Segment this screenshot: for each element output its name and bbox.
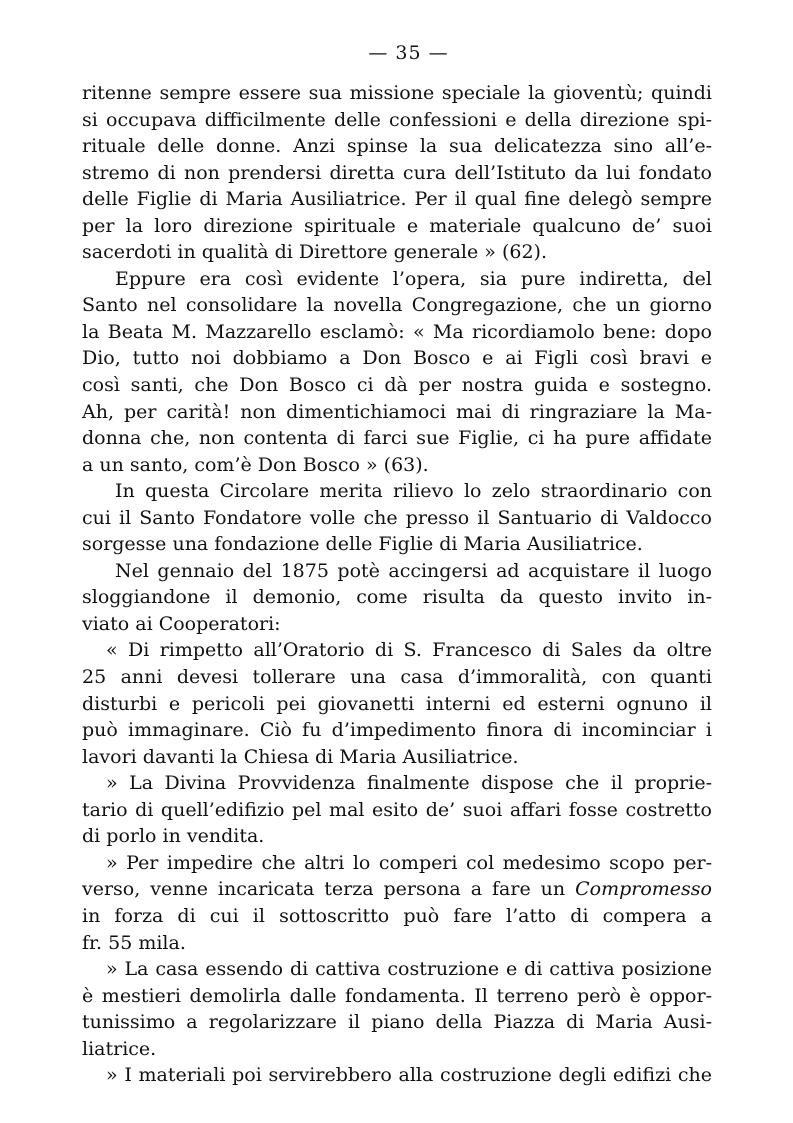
text-line: è mestieri demolirla dalle fondamenta. Il terreno però è oppor- bbox=[82, 984, 712, 1007]
text-line: Eppure era così evidente l’opera, sia pure indiretta, del bbox=[115, 267, 712, 290]
text-line: fr. 55 mila. bbox=[82, 931, 186, 954]
italic-word: Compromesso bbox=[575, 878, 712, 901]
text-line: Dio, tutto noi dobbiamo a Don Bosco e ai Figli così bravi e bbox=[82, 347, 712, 370]
text-line: donna che, non contenta di farci sue Figlie, ci ha pure affidate bbox=[82, 427, 712, 450]
text-line: » I materiali poi servirebbero alla costruzione degli edifizi che bbox=[106, 1064, 712, 1087]
text-line: per la loro direzione spirituale e materiale qualcuno de’ suoi bbox=[82, 214, 712, 237]
text-line: In questa Circolare merita rilievo lo zelo straordinario con bbox=[115, 480, 712, 503]
text-line: 25 anni devesi tollerare una casa d’immoralità, con quanti bbox=[82, 666, 712, 689]
text-line: stremo di non prendersi diretta cura dell’Istituto da lui fondato bbox=[82, 161, 712, 184]
text-line: sacerdoti in qualità di Direttore generale » (62). bbox=[82, 241, 547, 264]
text-line: lavori davanti la Chiesa di Maria Ausiliatrice. bbox=[82, 745, 519, 768]
text-line: di porlo in vendita. bbox=[82, 825, 265, 848]
text-line: sorgesse una fondazione delle Figlie di Maria Ausiliatrice. bbox=[82, 533, 643, 556]
text-line: tunissimo a regolarizzare il piano della Piazza di Maria Ausi- bbox=[82, 1011, 712, 1034]
text-line: sloggiandone il demonio, come risulta da questo invito in- bbox=[82, 586, 712, 609]
text-line: » La Divina Provvidenza finalmente dispose che il proprie- bbox=[106, 772, 712, 795]
text-line bbox=[82, 876, 712, 903]
text-line: ritenne sempre essere sua missione speciale la gioventù; quindi bbox=[82, 82, 712, 104]
text-line: » La casa essendo di cattiva costruzione e di cattiva posizione bbox=[106, 958, 712, 981]
page-number: — 35 — bbox=[368, 42, 449, 64]
text-line: viato ai Cooperatori: bbox=[82, 612, 281, 635]
text-line: delle Figlie di Maria Ausiliatrice. Per il qual fine delegò sempre bbox=[82, 188, 712, 211]
text-line: » Per impedire che altri lo comperi col medesimo scopo per- bbox=[106, 851, 712, 874]
text-line: liatrice. bbox=[82, 1037, 157, 1060]
text-line: Nel gennaio del 1875 potè accingersi ad acquistare il luogo bbox=[115, 559, 712, 582]
text-line: in forza di cui il sottoscritto può fare l’atto di compera a bbox=[82, 904, 712, 927]
text-line: può immaginare. Ciò fu d’impedimento finora di incominciar i bbox=[82, 719, 712, 742]
text-line: così santi, che Don Bosco ci dà per nostra guida e sostegno. bbox=[82, 374, 712, 397]
text-segment: verso, venne incaricata terza persona a fare un bbox=[82, 878, 566, 901]
text-line: rituale delle donne. Anzi spinse la sua delicatezza sino all’e- bbox=[82, 135, 712, 158]
text-line: Ah, per carità! non dimentichiamoci mai di ringraziare la Ma- bbox=[82, 400, 712, 423]
text-line: si occupava difficilmente delle confessioni e della direzione spi- bbox=[82, 108, 712, 131]
text-line: « Di rimpetto all’Oratorio di S. Francesco di Sales da oltre bbox=[106, 639, 712, 662]
body-text bbox=[82, 80, 712, 1089]
text-line: Santo nel consolidare la novella Congregazione, che un giorno bbox=[82, 294, 712, 317]
text-line: tario di quell’edifizio pel mal esito de’ suoi affari fosse costretto bbox=[82, 798, 712, 821]
text-line: cui il Santo Fondatore volle che presso il Santuario di Valdocco bbox=[82, 506, 712, 529]
text-line: a un santo, com’è Don Bosco » (63). bbox=[82, 453, 429, 476]
text-line: disturbi e pericoli pei giovanetti interni ed esterni ognuno il bbox=[82, 692, 712, 715]
text-line: la Beata M. Mazzarello esclamò: « Ma ricordiamolo bene: dopo bbox=[82, 320, 712, 343]
